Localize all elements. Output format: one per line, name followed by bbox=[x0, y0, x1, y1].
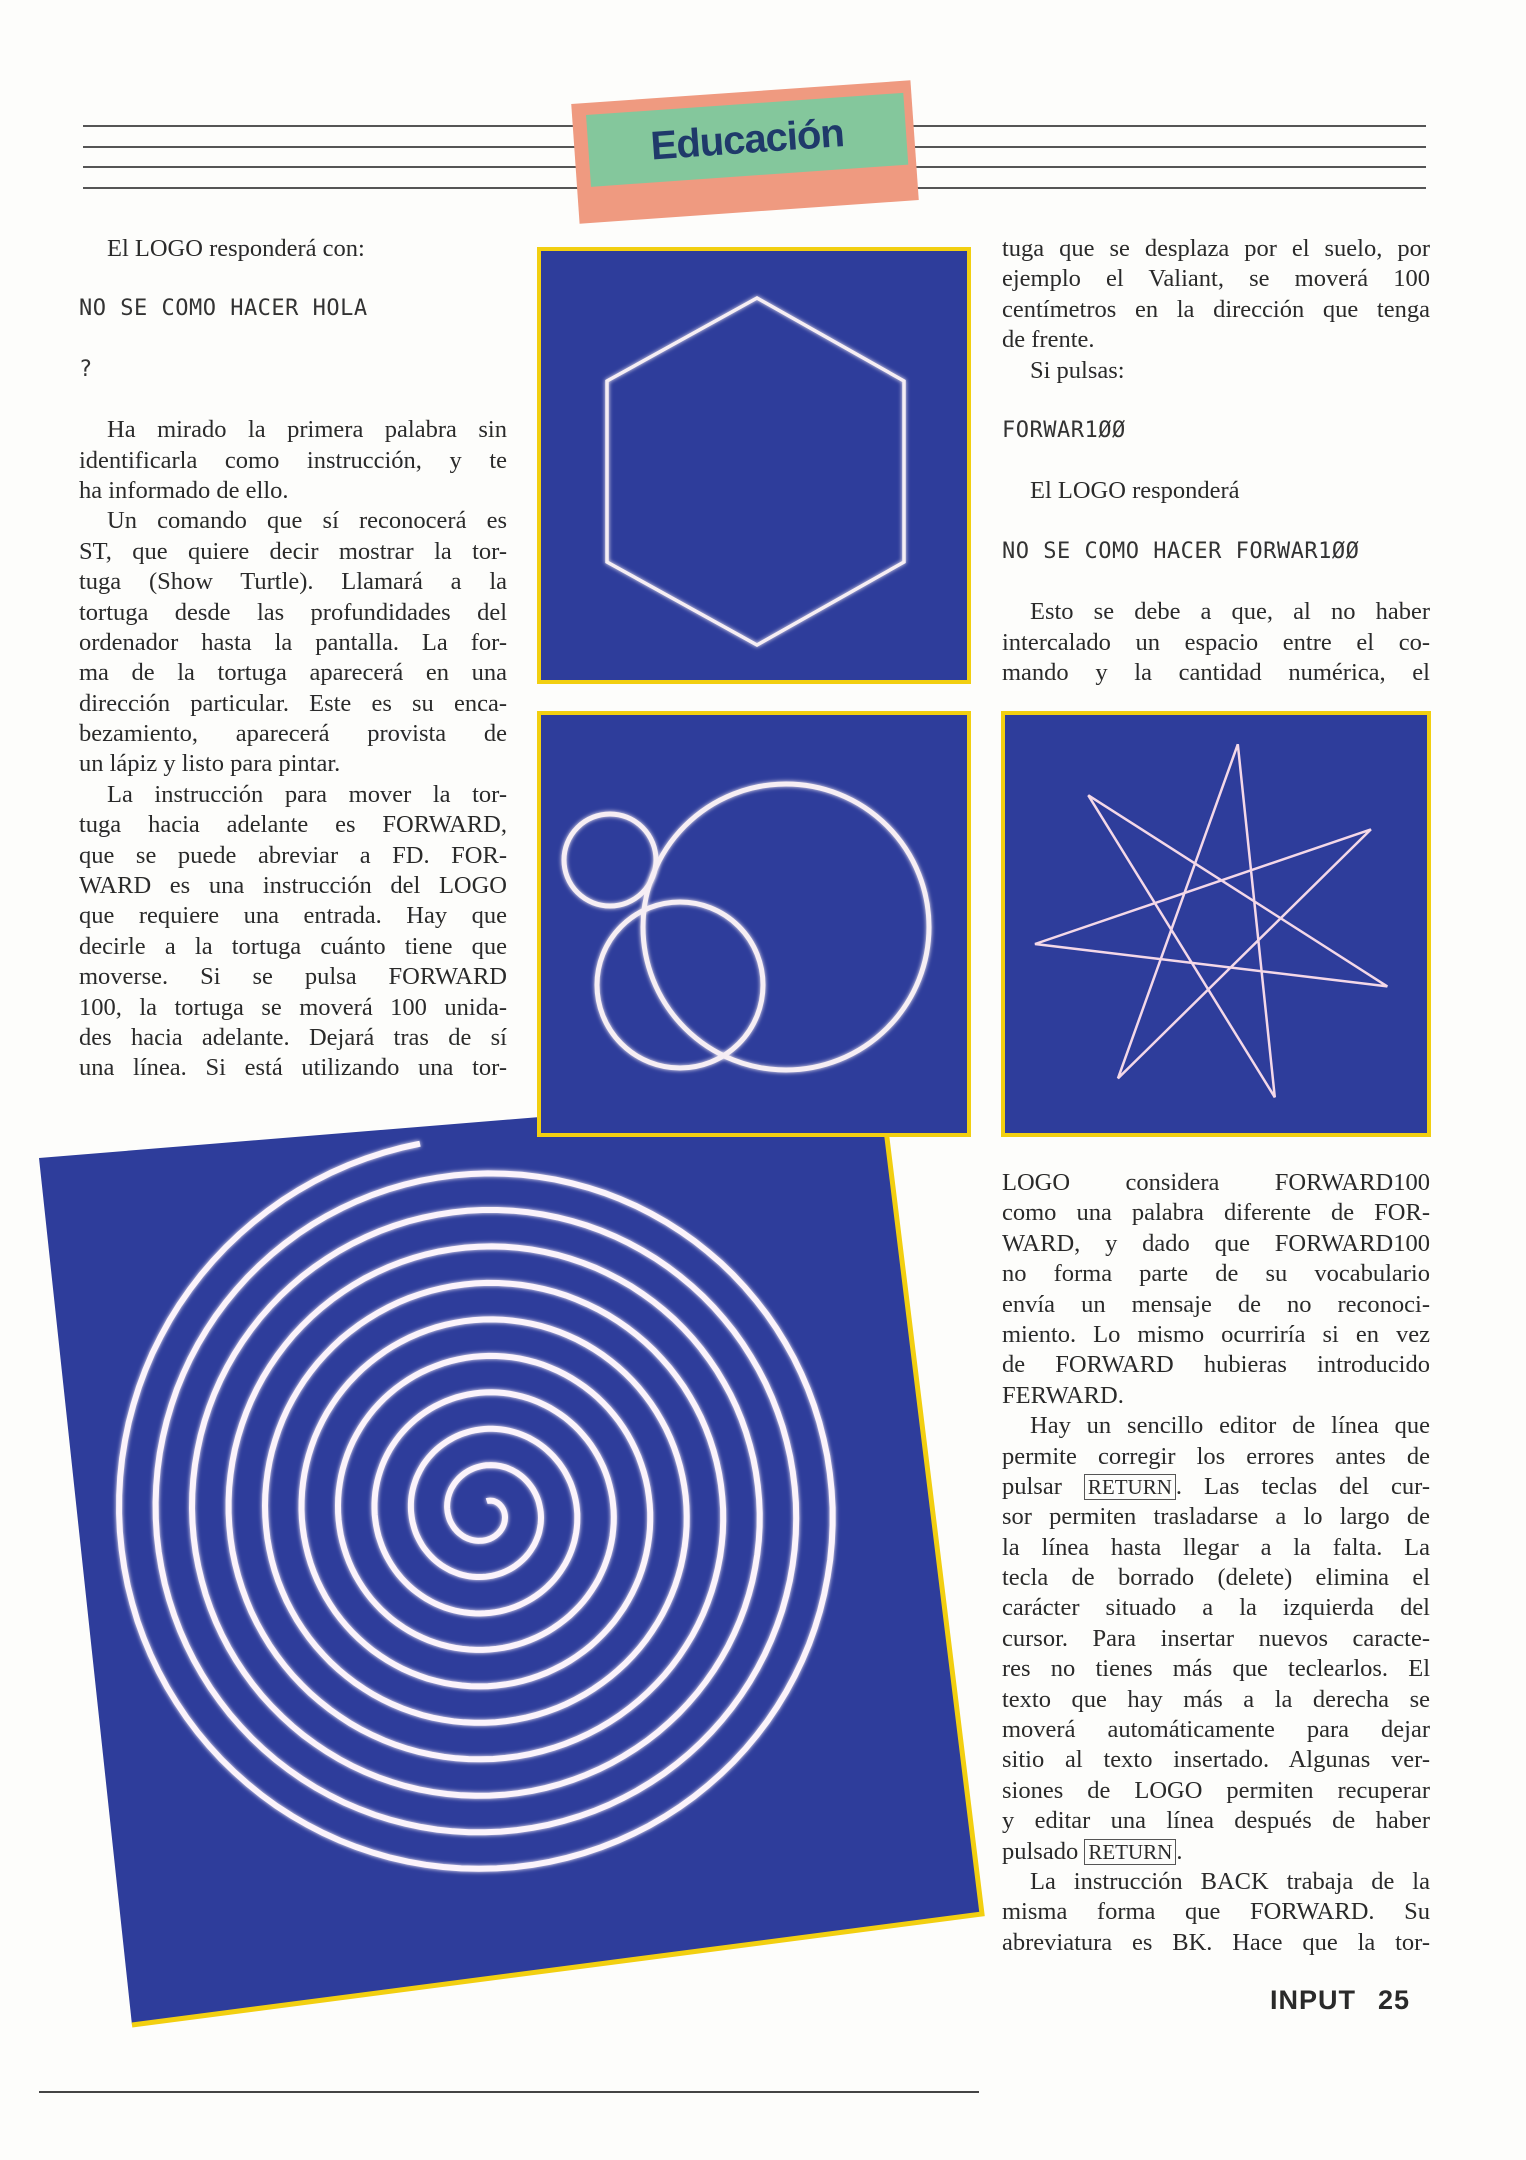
text-line: La instrucción BACK trabaja de la bbox=[1030, 1867, 1430, 1895]
text-line: identificarla como instrucción, y te bbox=[79, 446, 507, 474]
text-line: de FORWARD hubieras introducido bbox=[1002, 1351, 1430, 1379]
text-line: mando y la cantidad numérica, el bbox=[1002, 658, 1430, 686]
text-line: que requiere una entrada. Hay que bbox=[79, 902, 507, 930]
text-line: pulsado RETURN . bbox=[1002, 1837, 1183, 1865]
spiral-panel bbox=[39, 1089, 982, 2025]
text-line: res no tienes más que teclearlos. El bbox=[1002, 1655, 1430, 1683]
text-line: sor permiten trasladarse a lo largo de bbox=[1002, 1503, 1430, 1531]
text-line: de frente. bbox=[1002, 326, 1095, 354]
text-line: carácter situado a la izquierda del bbox=[1002, 1594, 1430, 1622]
text-line: la línea hasta llegar a la falta. La bbox=[1002, 1533, 1430, 1561]
text-line: 100, la tortuga se moverá 100 unida- bbox=[79, 993, 507, 1021]
return-key: RETURN bbox=[1084, 1839, 1176, 1865]
text-line: moverá automáticamente para dejar bbox=[1002, 1716, 1430, 1744]
text-line: ha informado de ello. bbox=[79, 476, 289, 504]
text-line: El LOGO responderá bbox=[1030, 477, 1240, 505]
hexagon-shape bbox=[607, 298, 904, 645]
star-panel bbox=[1001, 711, 1431, 1137]
text-line: LOGO considera FORWARD100 bbox=[1002, 1169, 1430, 1196]
text-line: centímetros en la dirección que tenga bbox=[1002, 295, 1430, 323]
text-line: WARD, y dado que FORWARD100 bbox=[1002, 1229, 1430, 1257]
hexagon-panel bbox=[537, 247, 971, 684]
text-line: que se puede abreviar a FD. FOR- bbox=[79, 841, 507, 869]
circles-panel bbox=[537, 711, 971, 1137]
text-line: WARD es una instrucción del LOGO bbox=[79, 872, 507, 900]
text-line: Un comando que sí reconocerá es bbox=[107, 507, 507, 535]
magazine-name: INPUT bbox=[1270, 1985, 1356, 2015]
section-title: Educación bbox=[649, 110, 846, 169]
text-line: ? bbox=[79, 356, 93, 382]
text-line: texto que hay más a la derecha se bbox=[1002, 1685, 1430, 1713]
text-line: des hacia adelante. Dejará tras de sí bbox=[79, 1023, 507, 1051]
text-line: un lápiz y listo para pintar. bbox=[79, 750, 341, 778]
text-line: NO SE COMO HACER FORWAR1ØØ bbox=[1002, 538, 1360, 564]
large-circle bbox=[643, 784, 929, 1070]
text-line: misma forma que FORWARD. Su bbox=[1002, 1898, 1430, 1926]
text-line: cursor. Para insertar nuevos caracte- bbox=[1002, 1624, 1430, 1652]
text-line: pulsar RETURN . Las teclas del cur- bbox=[1002, 1472, 1431, 1500]
text-line: FERWARD. bbox=[1002, 1381, 1124, 1409]
text-line: bezamiento, aparecerá provista de bbox=[79, 720, 507, 748]
text-line: La instrucción para mover la tor- bbox=[107, 780, 507, 808]
circles-figure bbox=[541, 715, 967, 1133]
text-line: ejemplo el Valiant, se moverá 100 bbox=[1002, 265, 1430, 293]
text-line: Ha mirado la primera palabra sin bbox=[107, 416, 507, 444]
text-line: no forma parte de su vocabulario bbox=[1002, 1260, 1430, 1288]
text-line: ma de la tortuga aparecerá en una bbox=[79, 659, 507, 687]
text-line: sitio al texto insertado. Algunas ver- bbox=[1002, 1746, 1430, 1774]
text-line: Si pulsas: bbox=[1030, 356, 1125, 384]
text-line: ST, que quiere decir mostrar la tor- bbox=[79, 537, 507, 565]
text-line: abreviatura es BK. Hace que la tor- bbox=[1002, 1928, 1430, 1956]
return-key: RETURN bbox=[1084, 1474, 1176, 1500]
page-footer bbox=[1270, 1985, 1410, 2016]
text-line: El LOGO responderá con: bbox=[107, 235, 365, 262]
seven-point-star bbox=[1035, 744, 1387, 1097]
small-circle bbox=[564, 814, 656, 906]
text-line: dirección particular. Este es su enca- bbox=[79, 689, 507, 717]
page-number: 25 bbox=[1378, 1985, 1411, 2015]
text-line: tortuga desde las profundidades del bbox=[79, 598, 507, 626]
text-line: como una palabra diferente de FOR- bbox=[1002, 1199, 1430, 1227]
text-line: moverse. Si se pulsa FORWARD bbox=[79, 963, 507, 991]
text-line: NO SE COMO HACER HOLA bbox=[79, 296, 368, 322]
text-line: y editar una línea después de haber bbox=[1002, 1807, 1430, 1835]
star-figure bbox=[1005, 715, 1427, 1133]
text-line: envía un mensaje de no reconoci- bbox=[1002, 1290, 1430, 1318]
text-line: decirle a la tortuga cuánto tiene que bbox=[79, 932, 507, 960]
text-line: FORWAR1ØØ bbox=[1002, 417, 1126, 443]
medium-circle bbox=[597, 902, 763, 1068]
text-line: siones de LOGO permiten recuperar bbox=[1002, 1776, 1430, 1804]
text-line: miento. Lo mismo ocurriría si en vez bbox=[1002, 1320, 1430, 1348]
text-line: permite corregir los errores antes de bbox=[1002, 1442, 1430, 1470]
hexagon-figure bbox=[541, 251, 967, 680]
text-line: Esto se debe a que, al no haber bbox=[1030, 598, 1430, 626]
text-line: tuga que se desplaza por el suelo, por bbox=[1002, 235, 1430, 262]
text-line: ordenador hasta la pantalla. La for- bbox=[79, 628, 507, 656]
text-line: intercalado un espacio entre el co- bbox=[1002, 628, 1430, 656]
text-line: una línea. Si está utilizando una tor- bbox=[79, 1054, 507, 1082]
text-line: tecla de borrado (delete) elimina el bbox=[1002, 1564, 1430, 1592]
text-line: Hay un sencillo editor de línea que bbox=[1030, 1412, 1430, 1440]
text-line: tuga (Show Turtle). Llamará a la bbox=[79, 568, 507, 596]
text-line: tuga hacia adelante es FORWARD, bbox=[79, 811, 507, 839]
bottom-rule bbox=[39, 2091, 979, 2093]
